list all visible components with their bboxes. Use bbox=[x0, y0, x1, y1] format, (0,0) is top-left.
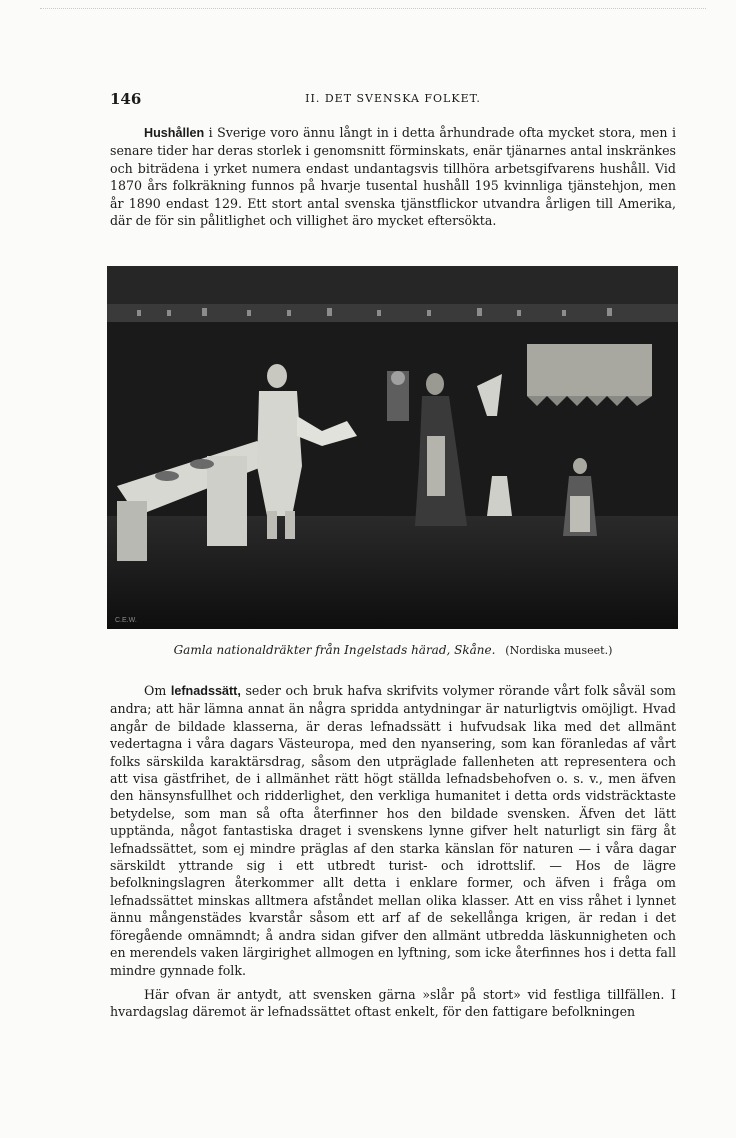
paragraph-prefix: Om bbox=[144, 683, 171, 698]
photograph-image bbox=[107, 266, 678, 629]
paragraph-body: i Sverige voro ännu långt in i detta århundrade ofta mycket stora, men i senare tider har deras storlek i genomsnitt förminskats, enär tjänarnes antal inskränkes och biträdena i yrket numera endast undantagsvis tillhöra arbetsgifvarens hushåll. Vid 1870 års folkräkning funnos på hvarje tusental hushåll 195 kvinnliga tjänstehjon, men år 1890 endast 129. Ett stort antal svenska tjänstflickor utvandra årligen till Amerika, där de för sin pålitlighet och villighet äro mycket eftersökta. bbox=[110, 125, 676, 229]
paragraph-body: Här ofvan är antydt, att svensken gärna »slår på stort» vid festliga tillfällen. I hvardagslag däremot är lefnadssättet oftast enkelt, för den fattigare befolkningen bbox=[110, 987, 676, 1020]
paragraph-way-of-life bbox=[110, 682, 676, 979]
figure-caption bbox=[110, 643, 676, 657]
caption-source: (Nordiska museet.) bbox=[505, 644, 613, 657]
running-head: II. DET SVENSKA FOLKET. bbox=[305, 92, 481, 105]
svg-text:C.E.W.: C.E.W. bbox=[115, 617, 137, 624]
paragraph-households bbox=[110, 124, 676, 229]
paragraph-lead: lefnadssätt, bbox=[170, 684, 241, 698]
photograph-folk-costumes bbox=[107, 266, 678, 629]
page-number: 146 bbox=[110, 90, 142, 108]
paragraph-festivities bbox=[110, 986, 676, 1021]
paragraph-body: seder och bruk hafva skrifvits volymer rörande vårt folk såväl som andra; att här lämna annat än några spridda antydningar är naturligtvis omöjligt. Hvad angår de bildade klasserna, är deras lefnadssätt i hufvudsak lika med det allmänt vedertagna i våra dagars Västeuropa, med den nyansering, som kan föranledas af vårt folks särskilda karaktärsdrag, såsom den utpräglade fallenheten att representera och att visa gästfrihet, de i allmänhet rätt högt ställda lefnadsbehofven o. s. v., men äfven den hänsynsfullhet och ridderlighet, den verkliga humanitet i detta ords vidsträcktaste betydelse, som man så ofta återfinner hos den bildade svensken. Äfven det lätt upptända, något fantastiska draget i svenskens lynne gifver helt naturligt sin färg åt lefnadssättet, som ej mindre präglas af den starka känslan för naturen — i våra dagar särskildt yttrande sig i ett utbredt turist- och idrottslif. — Hos de lägre befolkningslagren återkommer allt detta i enklare former, och äfven i fråga om lefnadssättet minskas alltmera afståndet mellan olika klasser. Att en viss råhet i lynnet ännu mångenstädes kvarstår såsom ett arf af de sekellånga krigen, är redan i det föregående omnämndt; å andra sidan gifver den allmänt utbredda läskunnigheten och en merendels vaken lärgirighet allmogen en lyftning, som icke återfinnes hos i detta fall mindre gynnade folk. bbox=[110, 683, 676, 978]
caption-title: Gamla nationaldräkter från Ingelstads härad, Skåne. bbox=[173, 643, 496, 657]
paragraph-lead: Hushållen bbox=[144, 126, 205, 140]
page-header bbox=[110, 90, 676, 110]
page-top-edge bbox=[40, 8, 706, 11]
